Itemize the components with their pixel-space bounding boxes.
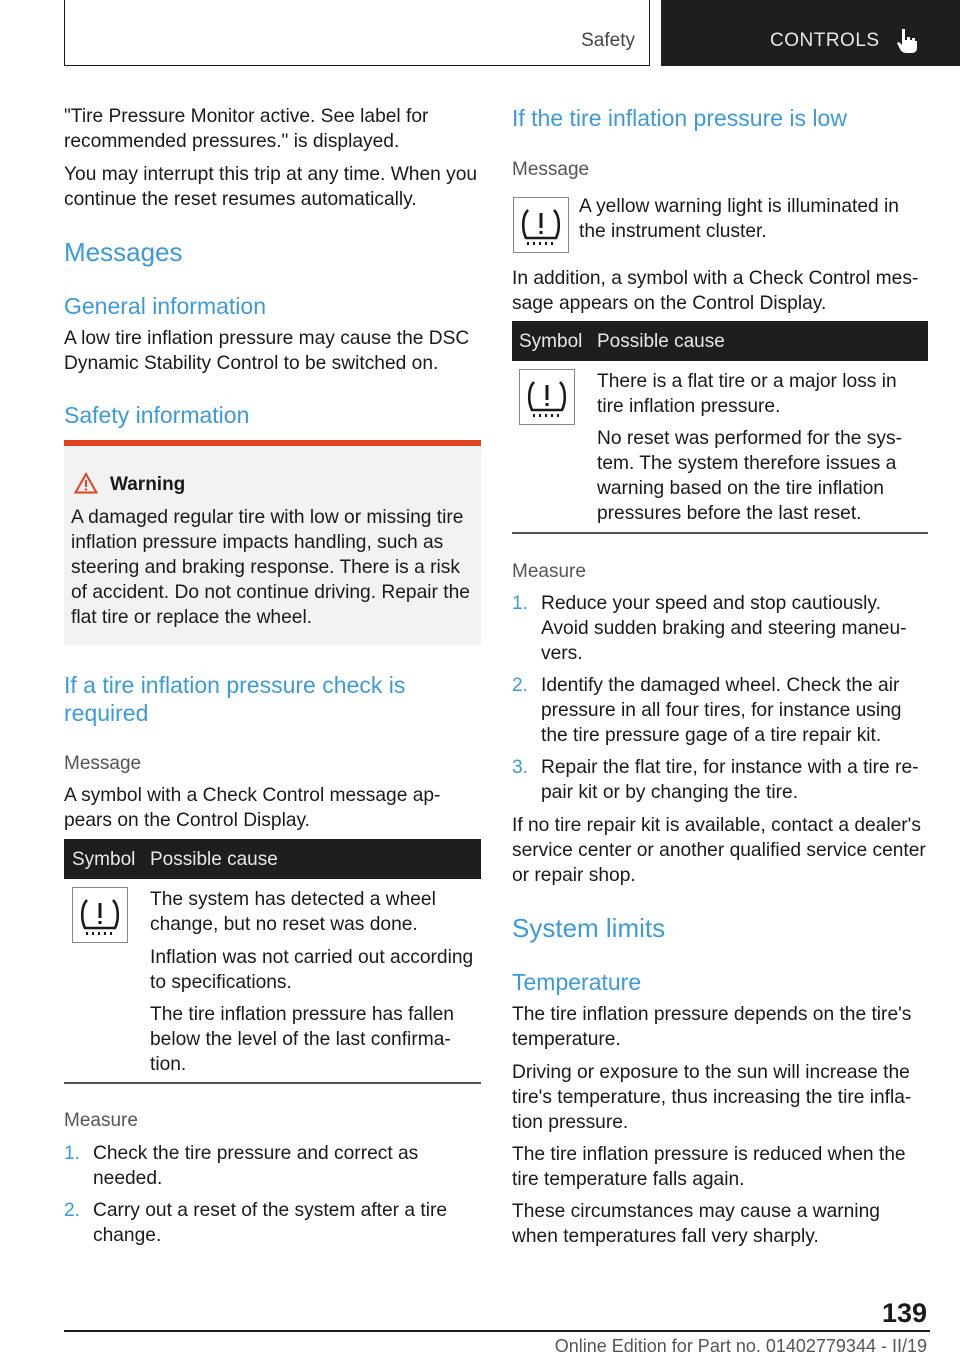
measure-label: Measure — [64, 1110, 138, 1131]
table-cell-cause: No reset was performed for the sys‐ tem. The system therefore issues a warning based on the tire inflation pressures before the last reset. — [597, 428, 902, 524]
pointing-hand-icon — [897, 27, 919, 53]
column-header-symbol: Symbol — [72, 849, 136, 870]
warning-box — [64, 440, 481, 645]
header-section-tab — [64, 0, 650, 66]
table-cell-cause: The tire inflation pressure has fallen below the level of the last confirma‐ tion. — [150, 1004, 454, 1075]
table-header — [512, 321, 928, 361]
warning-title: Warning — [110, 474, 186, 495]
table-cell-cause: Inflation was not carried out according to specifications. — [150, 947, 474, 993]
message-label: Message — [64, 753, 142, 774]
repair-kit-text: If no tire repair kit is available, contact a dealer's service center or another qualified service center or repair shop. — [512, 815, 926, 886]
table-cell-cause: The system has detected a wheel change, but no reset was done. — [150, 889, 436, 935]
temperature-text: These circumstances may cause a warning when temperatures fall very sharply. — [512, 1201, 880, 1247]
edition-note: Online Edition for Part no. 01402779344 - II/19 — [554, 1336, 927, 1356]
list-item: 1. Reduce your speed and stop cautiously. Avoid sudden braking and steering maneu‐ vers. — [512, 593, 907, 664]
list-item: 3. Repair the flat tire, for instance with a tire re‐ pair kit or by changing the tire. — [512, 757, 919, 803]
intro-paragraph: "Tire Pressure Monitor active. See label for recommended pressures." is displayed. — [64, 106, 429, 152]
general-information-text: A low tire inflation pressure may cause the DSC Dynamic Stability Control to be switched on. — [64, 328, 470, 374]
heading-pressure-check-required: If a tire inflation pressure check is required — [64, 672, 406, 726]
chapter-title: CONTROLS — [770, 30, 880, 51]
section-title: Safety — [581, 30, 635, 51]
table-bottom-rule — [512, 532, 928, 534]
warning-text: A damaged regular tire with low or missing tire inflation pressure impacts handling, such as steering and braking response. There is a risk of accident. Do not continue driving. Repair the flat tire or replace the wheel. — [71, 507, 470, 628]
warning-light-text: A yellow warning light is illuminated in the instrument cluster. — [579, 196, 899, 242]
footer-rule — [64, 1330, 930, 1332]
reset-paragraph: You may interrupt this trip at any time. When you continue the reset resumes automatically. — [64, 164, 478, 210]
list-item: 2. Carry out a reset of the system after a tire change. — [64, 1200, 448, 1246]
tire-pressure-warning-icon — [72, 887, 128, 943]
temperature-text: The tire inflation pressure is reduced when the tire temperature falls again. — [512, 1144, 906, 1190]
temperature-text: The tire inflation pressure depends on the tire's temperature. — [512, 1004, 912, 1050]
message-text: A symbol with a Check Control message ap‐ pears on the Control Display. — [64, 785, 441, 831]
symbol-table — [64, 839, 481, 1084]
heading-system-limits: System limits — [512, 913, 666, 943]
tire-pressure-warning-icon — [513, 197, 569, 253]
heading-pressure-low: If the tire inflation pressure is low — [512, 105, 847, 131]
heading-safety-information: Safety information — [64, 402, 250, 428]
heading-messages: Messages — [64, 237, 183, 267]
temperature-text: Driving or exposure to the sun will increase the tire's temperature, thus increasing the tire infla‐ tion pressure. — [512, 1062, 912, 1133]
tire-pressure-warning-icon — [519, 369, 575, 425]
header-chapter-tab — [661, 0, 960, 66]
column-header-cause: Possible cause — [597, 331, 725, 352]
measure-label: Measure — [512, 561, 586, 582]
table-header — [64, 839, 481, 879]
table-bottom-rule — [64, 1082, 481, 1084]
heading-general-information: General information — [64, 293, 266, 319]
list-item: 2. Identify the damaged wheel. Check the air pressure in all four tires, for instance using the tire pressure gage of a tire repair kit. — [512, 675, 902, 746]
page-number: 139 — [881, 1298, 927, 1328]
message-label: Message — [512, 159, 590, 180]
addition-text: In addition, a symbol with a Check Control mes‐ sage appears on the Control Display. — [512, 268, 919, 314]
list-item: 1. Check the tire pressure and correct as needed. — [64, 1143, 419, 1189]
symbol-table — [512, 321, 928, 536]
column-header-cause: Possible cause — [150, 849, 278, 870]
column-header-symbol: Symbol — [519, 331, 583, 352]
table-cell-cause: There is a flat tire or a major loss in tire inflation pressure. — [597, 371, 897, 417]
heading-temperature: Temperature — [512, 969, 642, 995]
warning-triangle-icon — [74, 472, 98, 494]
